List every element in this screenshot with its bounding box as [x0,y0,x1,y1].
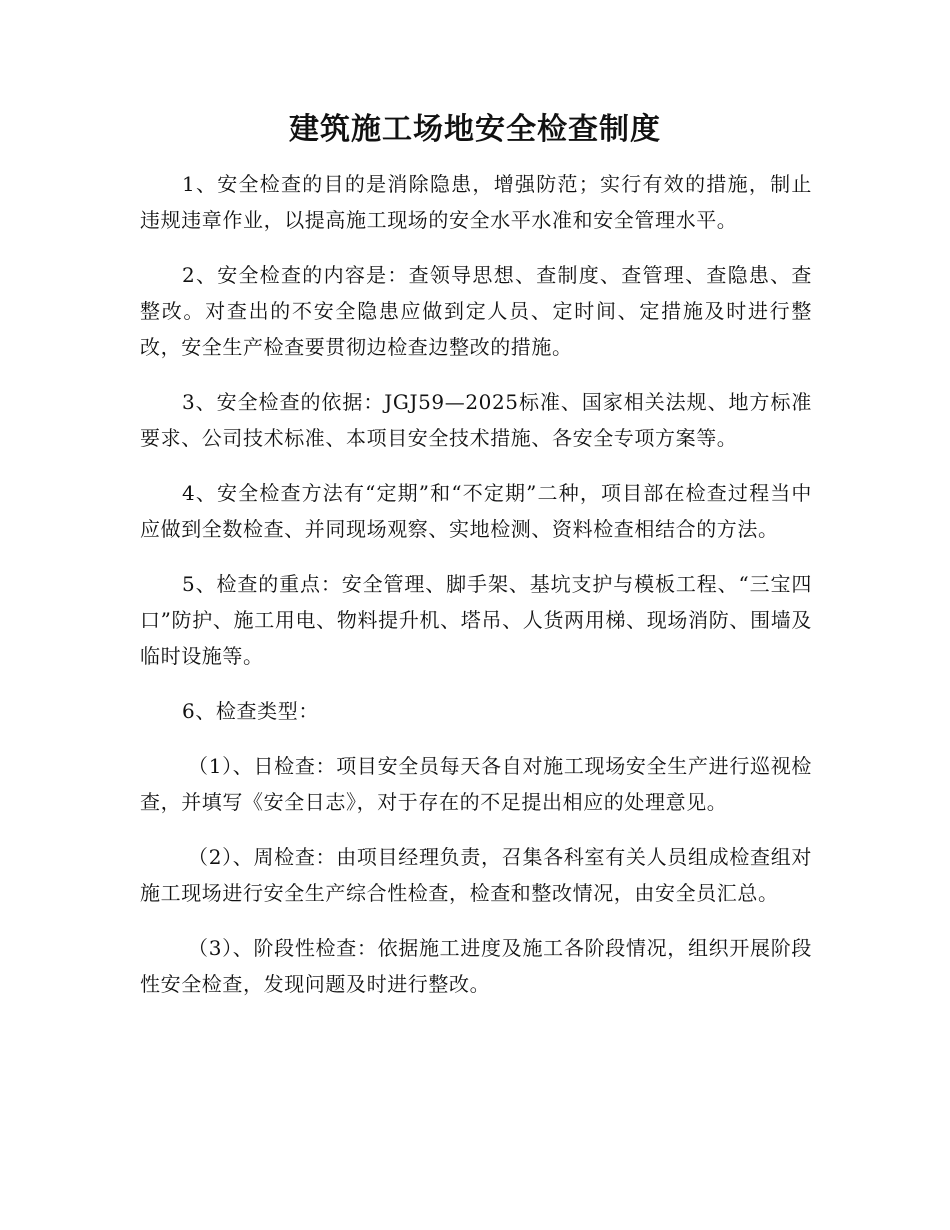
paragraph-inspection-focus: 5、检查的重点：安全管理、脚手架、基坑支护与模板工程、“三宝四口”防护、施工用电、物料提升机、塔吊、人货两用梯、现场消防、围墙及临时设施等。 [140,572,812,668]
document-title: 建筑施工场地安全检查制度 [289,112,661,147]
paragraph-phase-inspection: （3）、阶段性检查：依据施工进度及施工各阶段情况，组织开展阶段性安全检查，发现问题及时进行整改。 [140,936,812,996]
paragraph-inspection-method: 4、安全检查方法有“定期”和“不定期”二种，项目部在检查过程当中应做到全数检查、并同现场观察、实地检测、资料检查相结合的方法。 [140,481,812,541]
paragraph-inspection-types: 6、检查类型： [182,699,319,723]
paragraph-inspection-purpose: 1、安全检查的目的是消除隐患，增强防范；实行有效的措施，制止违规违章作业，以提高施工现场的安全水平水准和安全管理水平。 [140,172,812,232]
paragraph-inspection-basis: 3、安全检查的依据：JGJ59—2025标准、国家相关法规、地方标准要求、公司技术标准、本项目安全技术措施、各安全专项方案等。 [140,390,812,450]
paragraph-weekly-inspection: （2）、周检查：由项目经理负责，召集各科室有关人员组成检查组对施工现场进行安全生产综合性检查，检查和整改情况，由安全员汇总。 [140,845,812,905]
document-body [140,166,812,1002]
paragraph-inspection-content: 2、安全检查的内容是：查领导思想、查制度、查管理、查隐患、查整改。对查出的不安全隐患应做到定人员、定时间、定措施及时进行整改，安全生产检查要贯彻边检查边整改的措施。 [140,263,812,359]
paragraph-daily-inspection: （1）、日检查：项目安全员每天各自对施工现场安全生产进行巡视检查，并填写《安全日志》，对于存在的不足提出相应的处理意见。 [140,754,812,814]
